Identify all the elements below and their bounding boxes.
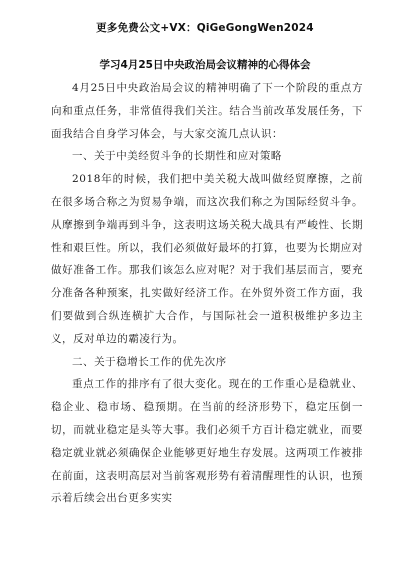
paragraph-section-2: 重点工作的排序有了很大变化。现在的工作重心是稳就业、稳企业、稳市场、稳预期。在当前的经济形势下，稳定压倒一切，而就业稳定是头等大事。我们必须千方百计稳定就业，而要稳定就业就必须确保企业能够更好地生存发展。这两项工作被排在前面，这表明高层对当前客观形势有着清醒理性的认识，也预示着后续会出台更多实实	[51, 378, 363, 505]
document-body	[51, 77, 363, 510]
watermark-header: 更多免费公文+VX：QiGeGongWen2024	[96, 22, 314, 34]
section-heading-2: 二、关于稳增长工作的优先次序	[72, 355, 227, 368]
document-title: 学习4月25日中央政治局会议精神的心得体会	[99, 59, 311, 71]
paragraph-intro: 4月25日中央政治局会议的精神明确了下一个阶段的重点方向和重点任务，非常值得我们关注。结合当前改革发展任务，下面我结合自身学习体会，与大家交流几点认识：	[51, 82, 363, 140]
paragraph-section-1: 2018年的时候，我们把中美关税大战叫做经贸摩擦，之前在很多场合称之为贸易争端，而这次我们称之为国际经贸斗争。从摩擦到争端再到斗争，这表明这场关税大战具有严峻性、长期性和艰巨性。所以，我们必须做好最坏的打算，也要为长期应对做好准备工作。那我们该怎么应对呢？对于我们基层而言，要充分准备各种预案，扎实做好经济工作。在外贸外资工作方面，我们要做到合纵连横扩大合作，与国际社会一道积极维护多边主义，反对单边的霸凌行为。	[51, 173, 363, 345]
section-heading-1: 一、关于中美经贸斗争的长期性和应对策略	[72, 150, 282, 163]
